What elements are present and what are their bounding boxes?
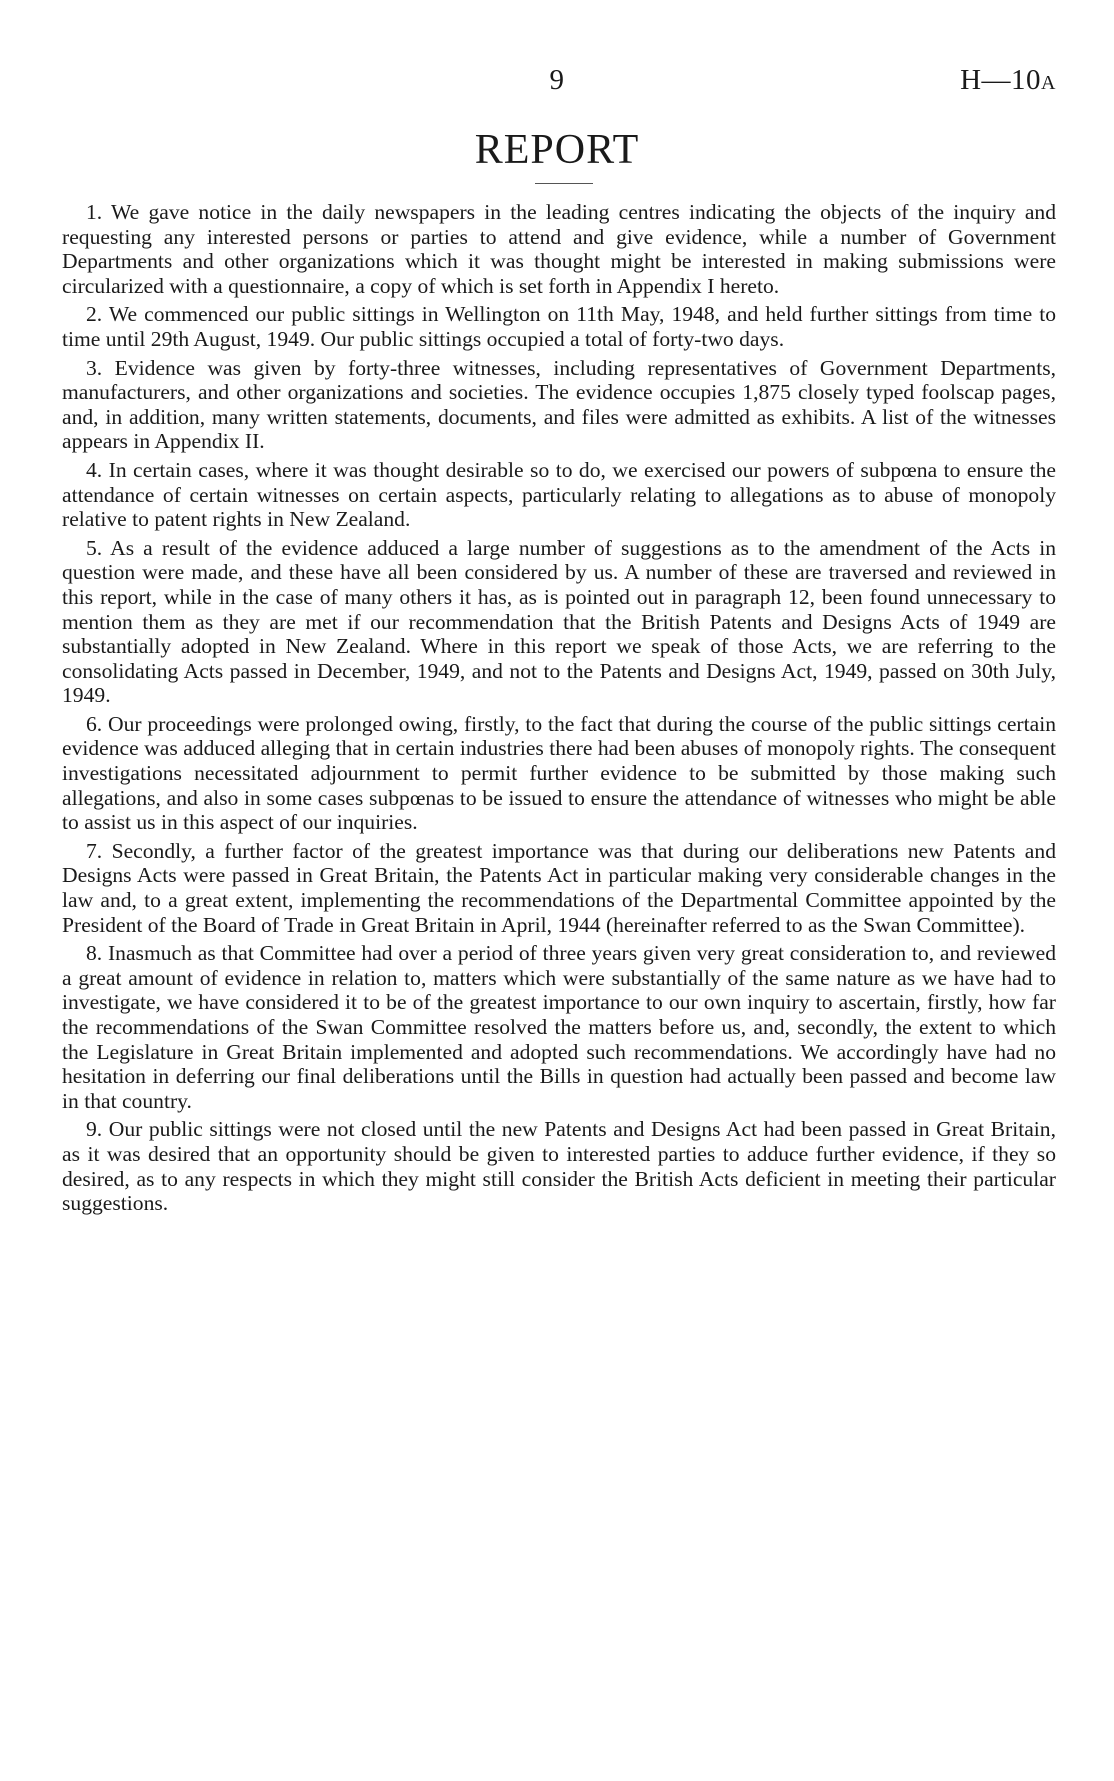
paragraph-6: 6. Our proceedings were prolonged owing, firstly, to the fact that during the course of the public sittings certain evidence was adduced alleging that in certain industries there had been abuses of monopoly rights. The consequent investigations necessitated adjournment to permit further evidence to be submitted by those making such allegations, and also in some cases subpœnas to be issued to ensure the attendance of witnesses who might be able to assist us in this aspect of our inquiries. [62, 711, 1056, 835]
paragraph-5: 5. As a result of the evidence adduced a large number of suggestions as to the amendment of the Acts in question were made, and these have all been considered by us. A number of these are traversed and reviewed in this report, while in the case of many others it has, as is pointed out in paragraph 12, been found unnecessary to mention them as they are met if our recommendation that the British Patents and Designs Acts of 1949 are substantially adopted in New Zealand. Where in this report we speak of those Acts, we are referring to the consolidating Acts passed in December, 1949, and not to the Patents and Designs Act, 1949, passed on 30th July, 1949. [62, 535, 1056, 708]
document-reference-suffix: A [1041, 72, 1056, 94]
paragraph-2: 2. We commenced our public sittings in Wellington on 11th May, 1948, and held further sittings from time to time until 29th August, 1949. Our public sittings occupied a total of forty-two days. [62, 302, 1056, 351]
paragraph-9: 9. Our public sittings were not closed until the new Patents and Designs Act had been passed in Great Britain, as it was desired that an opportunity should be given to interested parties to adduce further evidence, if they so desired, as to any respects in which they might still consider the British Acts deficient in meeting their particular suggestions. [62, 1117, 1056, 1216]
paragraph-8: 8. Inasmuch as that Committee had over a period of three years given very great consideration to, and reviewed a great amount of evidence in relation to, matters which were substantially of the same nature as we have had to investigate, we have considered it to be of the greatest importance to our own inquiry to ascertain, firstly, how far the recommendations of the Swan Committee resolved the matters before us, and, secondly, the extent to which the Legislature in Great Britain implemented and adopted such recommendations. We accordingly have had no hesitation in deferring our final deliberations until the Bills in question had actually been passed and become law in that country. [62, 941, 1056, 1113]
title-divider [535, 183, 593, 184]
report-body [62, 200, 1056, 1220]
paragraph-4: 4. In certain cases, where it was thought desirable so to do, we exercised our powers of subpœna to ensure the attendance of certain witnesses on certain aspects, particularly relating to allegations as to abuse of monopoly relative to patent rights in New Zealand. [62, 457, 1056, 532]
report-title: REPORT [474, 127, 640, 173]
document-reference [960, 64, 1056, 97]
page-number: 9 [549, 64, 565, 96]
paragraph-3: 3. Evidence was given by forty-three witnesses, including representatives of Government Departments, manufacturers, and other organizations and societies. The evidence occupies 1,875 closely typed foolscap pages, and, in addition, many written statements, documents, and files were admitted as exhibits. A list of the witnesses appears in Appendix II. [62, 355, 1056, 454]
document-reference-code: H—10 [960, 64, 1042, 96]
paragraph-1: 1. We gave notice in the daily newspapers in the leading centres indicating the objects of the inquiry and requesting any interested persons or parties to attend and give evidence, while a number of Government Departments and other organizations which it was thought might be interested in making submissions were circularized with a questionnaire, a copy of which is set forth in Appendix I hereto. [62, 200, 1056, 298]
paragraph-7: 7. Secondly, a further factor of the greatest importance was that during our deliberations new Patents and Designs Acts were passed in Great Britain, the Patents Act in particular making very considerable changes in the law and, to a great extent, implementing the recommendations of the Departmental Committee appointed by the President of the Board of Trade in Great Britain in April, 1944 (hereinafter referred to as the Swan Committee). [62, 838, 1056, 937]
